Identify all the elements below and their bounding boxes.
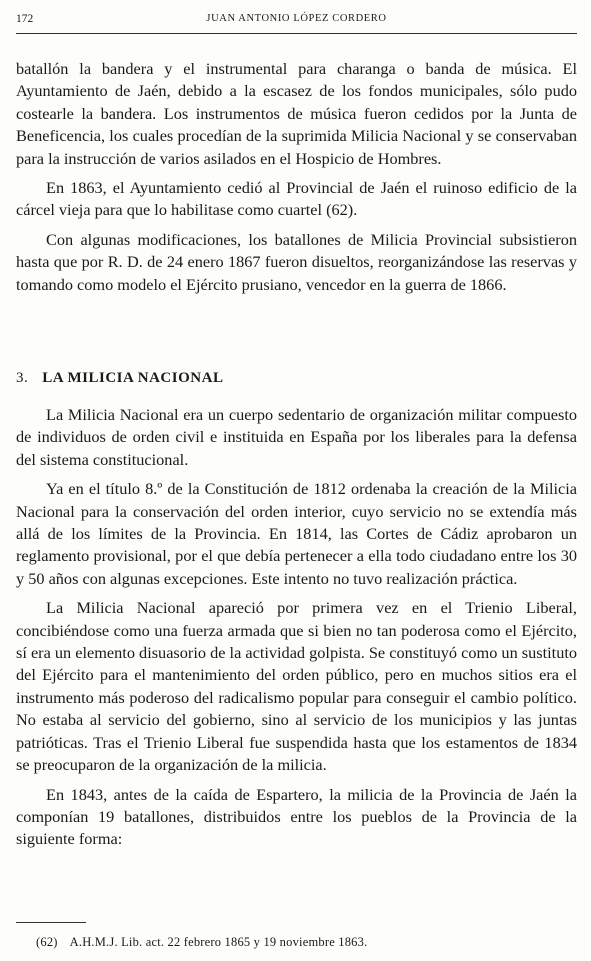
paragraph: En 1863, el Ayuntamiento cedió al Provincial de Jaén el ruinoso edificio de la cárcel vieja para que lo habilitase como cuartel (62). <box>16 178 577 220</box>
section-heading <box>16 370 223 387</box>
paragraph: Con algunas modificaciones, los batallones de Milicia Provincial subsistieron hasta que por R. D. de 24 enero 1867 fueron disueltos, reorganizándose las reservas y tomando como modelo el Ejército prusiano, vencedor en la guerra de 1866. <box>16 229 577 294</box>
section-title: LA MILICIA NACIONAL <box>42 370 224 386</box>
footnote <box>36 935 367 950</box>
body-text <box>16 58 577 296</box>
section-number: 3. <box>16 370 29 386</box>
running-title: JUAN ANTONIO LÓPEZ CORDERO <box>206 13 387 24</box>
paragraph-continuation: batallón la bandera y el instrumental para charanga o banda de música. El Ayuntamiento de Jaén, debido a la escasez de los fondos municipales, sólo pudo costearle la bandera. Los instrumentos de música fueron cedidos por la Junta de Beneficencia, los cuales procedían de la suprimida Milicia Nacional y se conservaban para la instrucción de varios asilados en el Hospicio de Hombres. <box>16 59 577 168</box>
section-body <box>16 404 577 851</box>
footnote-text: A.H.M.J. Lib. act. 22 febrero 1865 y 19 noviembre 1863. <box>69 935 368 949</box>
paragraph: Ya en el título 8.º de la Constitución de 1812 ordenaba la creación de la Milicia Nacional para la conservación del orden interior, cuyo servicio no se extendía más allá de los límites de la Provincia. En 1814, las Cortes de Cádiz aprobaron un reglamento provisional, por el que debía pertenecer a ella todo ciudadano entre los 30 y 50 años con algunas excepciones. Este intento no tuvo realización práctica. <box>16 479 577 588</box>
paragraph: La Milicia Nacional era un cuerpo sedentario de organización militar compuesto de individuos de orden civil e instituida en España por los liberales para la defensa del sistema constitucional. <box>16 405 577 469</box>
page-number: 172 <box>16 13 34 25</box>
paragraph: En 1843, antes de la caída de Espartero, la milicia de la Provincia de Jaén la componían 19 batallones, distribuidos entre los pueblos de la Provincia de la siguiente forma: <box>16 784 577 849</box>
page-header <box>16 11 577 34</box>
paragraph: La Milicia Nacional apareció por primera vez en el Trienio Liberal, concibiéndose como una fuerza armada que si bien no tan poderosa como el Ejército, sí era un elemento disuasorio de la actividad golpista. Se constituyó como un sustituto del Ejército para el mantenimiento del orden público, pero en muchos sitios era el instrumento más poderoso del radicalismo popular para conseguir el cambio político. No estaba al servicio del gobierno, sino al servicio de los municipios y las juntas patrióticas. Tras el Trienio Liberal fue suspendida hasta que los estamentos de 1834 se preocuparon de la organización de la milicia. <box>16 598 577 775</box>
footnote-number: (62) <box>36 935 58 949</box>
footnote-divider <box>16 922 86 923</box>
